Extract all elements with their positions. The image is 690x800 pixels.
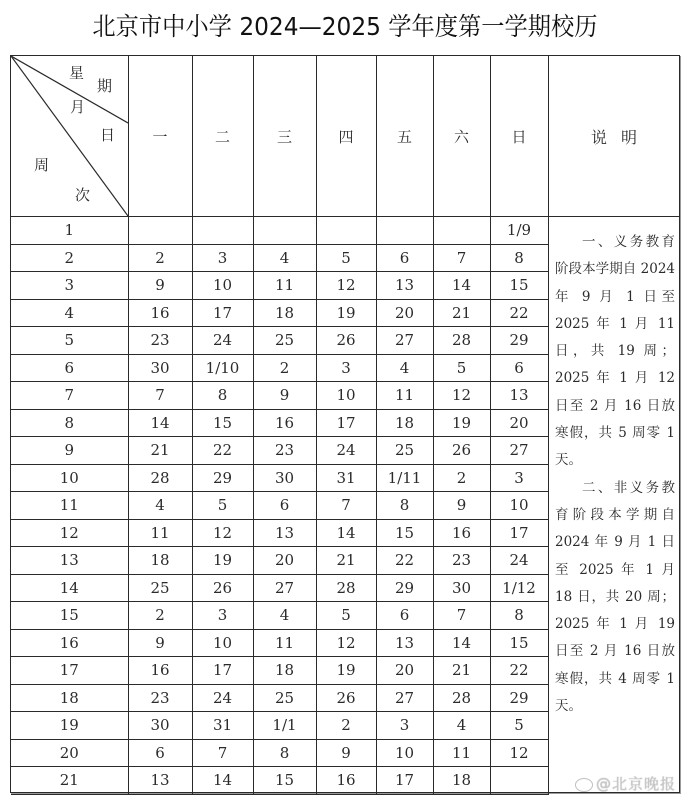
week-number-cell: 1 — [11, 217, 128, 245]
page-title: 北京市中小学 2024—2025 学年度第一学期校历 — [92, 12, 598, 41]
week-row — [11, 244, 548, 272]
date-cell-tue: 24 — [192, 684, 253, 712]
date-cell-mon: 9 — [128, 629, 192, 657]
date-cell-wed: 23 — [253, 437, 316, 465]
date-cell-wed: 9 — [253, 382, 316, 410]
calendar-table — [11, 56, 549, 795]
week-number-cell: 17 — [11, 657, 128, 685]
date-cell-sun: 3 — [490, 464, 548, 492]
date-cell-wed: 30 — [253, 464, 316, 492]
date-cell-fri: 13 — [376, 272, 433, 300]
date-cell-tue: 10 — [192, 629, 253, 657]
date-cell-sun: 1/9 — [490, 217, 548, 245]
date-cell-sat: 5 — [433, 354, 490, 382]
date-cell-sun: 20 — [490, 409, 548, 437]
date-cell-thu: 12 — [316, 629, 376, 657]
notes-body — [549, 217, 679, 720]
date-cell-tue: 17 — [192, 657, 253, 685]
date-cell-wed — [253, 217, 316, 245]
date-cell-fri: 11 — [376, 382, 433, 410]
date-cell-sat: 28 — [433, 684, 490, 712]
date-cell-fri: 13 — [376, 629, 433, 657]
date-cell-mon: 13 — [128, 767, 192, 795]
corner-header-cell — [11, 56, 128, 217]
header-row — [11, 56, 548, 217]
date-cell-fri — [376, 217, 433, 245]
date-cell-sat: 26 — [433, 437, 490, 465]
date-cell-fri: 27 — [376, 327, 433, 355]
date-cell-mon: 18 — [128, 547, 192, 575]
date-cell-thu: 21 — [316, 547, 376, 575]
date-cell-fri: 29 — [376, 574, 433, 602]
date-cell-sun: 1/12 — [490, 574, 548, 602]
date-cell-sun: 15 — [490, 272, 548, 300]
date-cell-wed: 2 — [253, 354, 316, 382]
date-cell-wed: 27 — [253, 574, 316, 602]
week-row — [11, 409, 548, 437]
week-row — [11, 299, 548, 327]
date-cell-wed: 11 — [253, 272, 316, 300]
date-cell-mon: 16 — [128, 299, 192, 327]
note-non-compulsory-education: 二、非义务教育阶段本学期自 2024 年 9 月 1 日至 2025 年 1 月 18 日，共 20 周；2025 年 1 月 19 日至 2 月 16 日放寒假，共 4 周零 1 天。 — [555, 479, 675, 715]
date-cell-mon: 11 — [128, 519, 192, 547]
date-cell-tue: 31 — [192, 712, 253, 740]
date-cell-thu: 5 — [316, 602, 376, 630]
date-cell-tue — [192, 217, 253, 245]
date-cell-fri: 3 — [376, 712, 433, 740]
weekday-header-fri: 五 — [376, 56, 433, 217]
week-number-cell: 20 — [11, 739, 128, 767]
date-cell-tue: 3 — [192, 602, 253, 630]
date-cell-fri: 22 — [376, 547, 433, 575]
date-cell-fri: 25 — [376, 437, 433, 465]
week-number-cell: 21 — [11, 767, 128, 795]
week-row — [11, 739, 548, 767]
school-calendar-sheet — [10, 55, 680, 793]
notes-column — [548, 56, 679, 792]
date-cell-tue: 1/10 — [192, 354, 253, 382]
week-row — [11, 492, 548, 520]
week-row — [11, 382, 548, 410]
date-cell-wed: 16 — [253, 409, 316, 437]
week-number-cell: 6 — [11, 354, 128, 382]
week-number-cell: 7 — [11, 382, 128, 410]
date-cell-sat: 4 — [433, 712, 490, 740]
week-row — [11, 327, 548, 355]
date-cell-mon: 23 — [128, 327, 192, 355]
date-cell-thu: 24 — [316, 437, 376, 465]
week-number-cell: 12 — [11, 519, 128, 547]
date-cell-thu: 17 — [316, 409, 376, 437]
weekday-header-sun: 日 — [490, 56, 548, 217]
date-cell-fri: 8 — [376, 492, 433, 520]
date-cell-thu: 10 — [316, 382, 376, 410]
date-cell-tue: 8 — [192, 382, 253, 410]
date-cell-wed: 18 — [253, 299, 316, 327]
date-cell-thu: 9 — [316, 739, 376, 767]
date-cell-sun: 13 — [490, 382, 548, 410]
notes-header: 说明 — [549, 56, 679, 217]
date-cell-sat: 11 — [433, 739, 490, 767]
week-row — [11, 547, 548, 575]
date-cell-sun: 24 — [490, 547, 548, 575]
date-cell-fri: 15 — [376, 519, 433, 547]
date-cell-mon: 30 — [128, 354, 192, 382]
weekday-header-wed: 三 — [253, 56, 316, 217]
date-cell-sun: 5 — [490, 712, 548, 740]
date-cell-fri: 10 — [376, 739, 433, 767]
week-row — [11, 217, 548, 245]
date-cell-thu: 2 — [316, 712, 376, 740]
week-number-cell: 19 — [11, 712, 128, 740]
date-cell-wed: 1/1 — [253, 712, 316, 740]
date-cell-sat: 23 — [433, 547, 490, 575]
date-cell-tue: 22 — [192, 437, 253, 465]
weekday-header-sat: 六 — [433, 56, 490, 217]
date-cell-thu: 12 — [316, 272, 376, 300]
date-cell-mon: 7 — [128, 382, 192, 410]
date-cell-mon: 9 — [128, 272, 192, 300]
date-cell-wed: 4 — [253, 602, 316, 630]
label-xing: 星 — [69, 64, 85, 82]
week-number-cell: 2 — [11, 244, 128, 272]
date-cell-thu: 16 — [316, 767, 376, 795]
date-cell-sun: 29 — [490, 327, 548, 355]
date-cell-fri: 27 — [376, 684, 433, 712]
week-number-cell: 13 — [11, 547, 128, 575]
date-cell-tue: 10 — [192, 272, 253, 300]
date-cell-tue: 3 — [192, 244, 253, 272]
weekday-header-mon: 一 — [128, 56, 192, 217]
date-cell-tue: 17 — [192, 299, 253, 327]
date-cell-thu: 3 — [316, 354, 376, 382]
date-cell-wed: 11 — [253, 629, 316, 657]
date-cell-mon: 2 — [128, 602, 192, 630]
date-cell-sat: 7 — [433, 244, 490, 272]
date-cell-thu: 7 — [316, 492, 376, 520]
week-number-cell: 5 — [11, 327, 128, 355]
week-row — [11, 684, 548, 712]
date-cell-tue: 14 — [192, 767, 253, 795]
date-cell-fri: 20 — [376, 657, 433, 685]
date-cell-mon: 28 — [128, 464, 192, 492]
date-cell-sun — [490, 767, 548, 795]
date-cell-sat: 7 — [433, 602, 490, 630]
weekday-header-thu: 四 — [316, 56, 376, 217]
date-cell-thu: 19 — [316, 299, 376, 327]
week-row — [11, 354, 548, 382]
date-cell-mon: 30 — [128, 712, 192, 740]
date-cell-sun: 8 — [490, 602, 548, 630]
date-cell-thu: 31 — [316, 464, 376, 492]
week-number-cell: 16 — [11, 629, 128, 657]
date-cell-fri: 1/11 — [376, 464, 433, 492]
date-cell-sat: 30 — [433, 574, 490, 602]
date-cell-sun: 10 — [490, 492, 548, 520]
date-cell-mon: 21 — [128, 437, 192, 465]
date-cell-tue: 19 — [192, 547, 253, 575]
date-cell-sun: 17 — [490, 519, 548, 547]
date-cell-thu: 26 — [316, 684, 376, 712]
week-number-cell: 10 — [11, 464, 128, 492]
date-cell-wed: 15 — [253, 767, 316, 795]
date-cell-fri: 18 — [376, 409, 433, 437]
weibo-watermark — [575, 773, 676, 794]
weekday-header-tue: 二 — [192, 56, 253, 217]
date-cell-sun: 22 — [490, 299, 548, 327]
label-ci: 次 — [75, 186, 91, 204]
date-cell-mon: 4 — [128, 492, 192, 520]
week-number-cell: 8 — [11, 409, 128, 437]
note-compulsory-education: 一、义务教育阶段本学期自 2024 年 9 月 1 日至 2025 年 1 月 11 日，共 19 周；2025 年 1 月 12 日至 2 月 16 日放寒假，共 5 周零 1 天。 — [555, 234, 675, 469]
week-row — [11, 437, 548, 465]
watermark-text: @北京晚报 — [595, 775, 676, 793]
week-row — [11, 657, 548, 685]
week-row — [11, 464, 548, 492]
date-cell-mon: 6 — [128, 739, 192, 767]
date-cell-tue: 26 — [192, 574, 253, 602]
week-row — [11, 712, 548, 740]
date-cell-sun: 15 — [490, 629, 548, 657]
week-number-cell: 14 — [11, 574, 128, 602]
date-cell-tue: 29 — [192, 464, 253, 492]
date-cell-fri: 4 — [376, 354, 433, 382]
date-cell-mon: 2 — [128, 244, 192, 272]
date-cell-wed: 6 — [253, 492, 316, 520]
date-cell-mon: 25 — [128, 574, 192, 602]
date-cell-sat: 14 — [433, 272, 490, 300]
date-cell-sat: 9 — [433, 492, 490, 520]
date-cell-wed: 4 — [253, 244, 316, 272]
date-cell-tue: 24 — [192, 327, 253, 355]
date-cell-sat: 16 — [433, 519, 490, 547]
date-cell-sat: 28 — [433, 327, 490, 355]
date-cell-mon: 14 — [128, 409, 192, 437]
label-qi: 期 — [97, 77, 113, 95]
date-cell-tue: 5 — [192, 492, 253, 520]
week-row — [11, 519, 548, 547]
week-number-cell: 18 — [11, 684, 128, 712]
date-cell-sat: 19 — [433, 409, 490, 437]
week-row — [11, 629, 548, 657]
date-cell-wed: 25 — [253, 684, 316, 712]
week-row — [11, 272, 548, 300]
date-cell-sat: 18 — [433, 767, 490, 795]
date-cell-sun: 22 — [490, 657, 548, 685]
date-cell-sun: 12 — [490, 739, 548, 767]
date-cell-tue: 12 — [192, 519, 253, 547]
date-cell-sun: 6 — [490, 354, 548, 382]
week-number-cell: 9 — [11, 437, 128, 465]
date-cell-sat — [433, 217, 490, 245]
date-cell-sun: 29 — [490, 684, 548, 712]
date-cell-wed: 25 — [253, 327, 316, 355]
date-cell-thu — [316, 217, 376, 245]
date-cell-sat: 12 — [433, 382, 490, 410]
date-cell-sun: 27 — [490, 437, 548, 465]
date-cell-thu: 19 — [316, 657, 376, 685]
date-cell-sat: 2 — [433, 464, 490, 492]
date-cell-fri: 6 — [376, 244, 433, 272]
date-cell-thu: 26 — [316, 327, 376, 355]
date-cell-thu: 28 — [316, 574, 376, 602]
date-cell-sat: 14 — [433, 629, 490, 657]
weibo-logo-icon — [575, 778, 593, 792]
week-number-cell: 11 — [11, 492, 128, 520]
week-row — [11, 574, 548, 602]
date-cell-wed: 18 — [253, 657, 316, 685]
label-yue: 月 — [70, 98, 86, 116]
date-cell-sat: 21 — [433, 657, 490, 685]
date-cell-mon: 23 — [128, 684, 192, 712]
date-cell-mon: 16 — [128, 657, 192, 685]
date-cell-wed: 8 — [253, 739, 316, 767]
date-cell-thu: 5 — [316, 244, 376, 272]
date-cell-wed: 20 — [253, 547, 316, 575]
week-number-cell: 4 — [11, 299, 128, 327]
date-cell-fri: 20 — [376, 299, 433, 327]
label-ri: 日 — [100, 126, 116, 144]
date-cell-sun: 8 — [490, 244, 548, 272]
date-cell-thu: 14 — [316, 519, 376, 547]
date-cell-mon — [128, 217, 192, 245]
week-number-cell: 3 — [11, 272, 128, 300]
date-cell-tue: 15 — [192, 409, 253, 437]
date-cell-fri: 17 — [376, 767, 433, 795]
label-zhou: 周 — [34, 156, 50, 174]
week-row — [11, 602, 548, 630]
date-cell-tue: 7 — [192, 739, 253, 767]
date-cell-sat: 21 — [433, 299, 490, 327]
week-number-cell: 15 — [11, 602, 128, 630]
date-cell-fri: 6 — [376, 602, 433, 630]
date-cell-wed: 13 — [253, 519, 316, 547]
week-row — [11, 767, 548, 795]
